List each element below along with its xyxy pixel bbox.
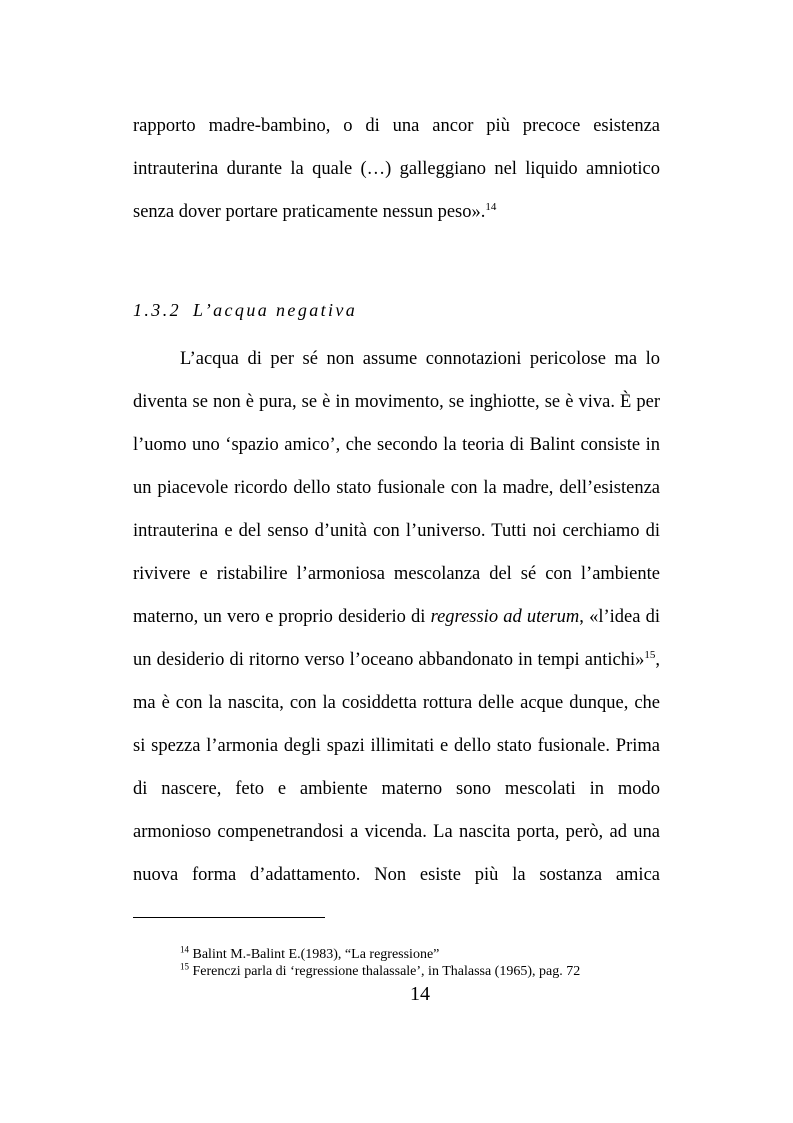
section-title: L’acqua negativa: [193, 300, 358, 320]
text-line: un piacevole ricordo dello stato fusionale con la madre, dell’esistenza: [133, 478, 660, 498]
footnote-14: $^{14}$ Balint M.-Balint E.(1983), “La regressione”: [180, 944, 440, 962]
text-line: rapporto madre-bambino, o di una ancor più precoce esistenza: [133, 116, 660, 136]
footnote-separator: [133, 917, 325, 918]
text-line: materno, un vero e proprio desiderio di regressio ad uterum, «l’idea di: [133, 607, 660, 627]
footnote-number: 14: [180, 944, 189, 955]
text-line: l’uomo uno ‘spazio amico’, che secondo la teoria di Balint consiste in: [133, 435, 660, 455]
section-heading: [133, 300, 357, 321]
footnote-number: 15: [180, 961, 189, 972]
text-line: ma è con la nascita, con la cosiddetta rottura delle acque dunque, che: [133, 693, 660, 713]
footnote-15: $^{15}$ Ferenczi parla di ‘regressione thalassale’, in Thalassa (1965), pag. 72: [180, 961, 581, 979]
text-line: senza dover portare praticamente nessun peso».$^{14}$: [133, 200, 497, 222]
section-number: 1.3.2: [133, 300, 181, 320]
text-line: rivivere e ristabilire l’armoniosa mescolanza del sé con l’ambiente: [133, 564, 660, 584]
text-line: diventa se non è pura, se è in movimento, se inghiotte, se è viva. È per: [133, 392, 660, 412]
latin-phrase: regressio ad uterum: [430, 607, 580, 627]
text-line: un desiderio di ritorno verso l’oceano abbandonato in tempi antichi»$^{15}$,: [133, 648, 660, 670]
text-line: L’acqua di per sé non assume connotazioni pericolose ma lo: [180, 349, 660, 369]
text-line: armonioso compenetrandosi a vicenda. La nascita porta, però, ad una: [133, 822, 660, 842]
text-line: di nascere, feto e ambiente materno sono mescolati in modo: [133, 779, 660, 799]
text-line: nuova forma d’adattamento. Non esiste più la sostanza amica: [133, 865, 660, 885]
text-line: intrauterina durante la quale (…) galleggiano nel liquido amniotico: [133, 159, 660, 179]
text-line: si spezza l’armonia degli spazi illimitati e dello stato fusionale. Prima: [133, 736, 660, 756]
page-number: 14: [410, 983, 430, 1005]
footnote-ref: 14: [485, 200, 497, 213]
text-line: intrauterina e del senso d’unità con l’universo. Tutti noi cerchiamo di: [133, 521, 660, 541]
footnote-ref: 15: [644, 648, 656, 661]
